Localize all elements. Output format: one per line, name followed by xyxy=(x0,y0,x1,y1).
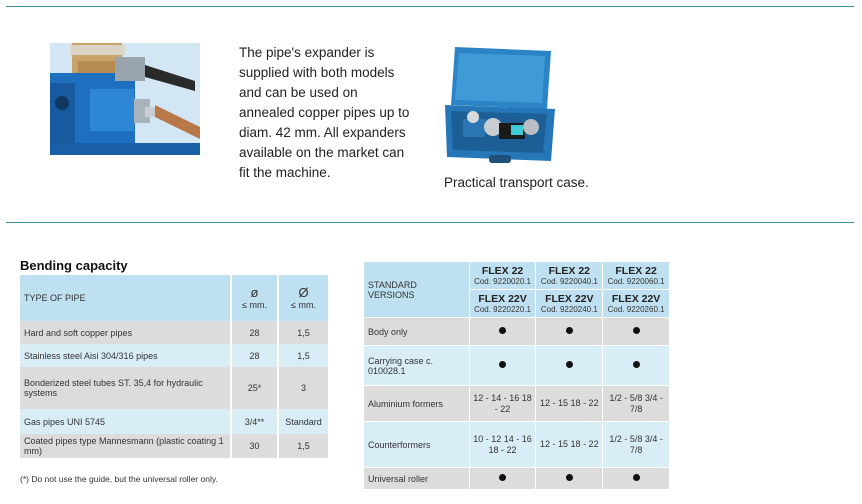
transport-case-photo xyxy=(443,43,557,169)
model-name: FLEX 22V xyxy=(611,292,661,305)
middle-divider xyxy=(6,222,854,223)
diameter-unit: ≤ mm. xyxy=(242,300,267,310)
included-dot-icon xyxy=(499,327,506,334)
model-code: Cod. 9220260.1 xyxy=(607,304,665,314)
value-cell: 10 - 12 14 - 16 18 - 22 xyxy=(469,422,536,468)
table-header-row xyxy=(20,275,328,321)
value-cell xyxy=(469,346,536,386)
diameter-cell: 28 xyxy=(231,321,278,344)
included-dot-icon xyxy=(499,361,506,368)
pipe-type-cell: Hard and soft copper pipes xyxy=(20,321,231,344)
thickness-cell: 3 xyxy=(278,367,328,409)
bending-capacity-table xyxy=(20,275,328,458)
expander-machine-photo xyxy=(50,43,200,155)
diameter-icon: ø xyxy=(250,285,259,300)
capacity-footnote: (*) Do not use the guide, but the universal roller only. xyxy=(20,474,218,484)
thickness-header xyxy=(278,275,328,321)
row-label: Counterformers xyxy=(364,422,470,468)
model-name: FLEX 22 xyxy=(481,264,524,277)
thickness-cell: 1,5 xyxy=(278,344,328,367)
row-label: Aluminium formers xyxy=(364,386,470,422)
included-dot-icon xyxy=(633,327,640,334)
row-label: Carrying case c. 010028.1 xyxy=(364,346,470,386)
included-dot-icon xyxy=(633,474,640,481)
diameter-cell: 3/4** xyxy=(231,409,278,434)
thickness-unit: ≤ mm. xyxy=(291,300,316,310)
table-row xyxy=(20,409,328,434)
table-row xyxy=(20,434,328,458)
model-cell xyxy=(603,262,670,290)
pipe-type-cell: Stainless steel Aisi 304/316 pipes xyxy=(20,344,231,367)
thickness-icon: Ø xyxy=(298,285,309,300)
pipe-type-cell: Coated pipes type Mannesmann (plastic coating 1 mm) xyxy=(20,434,231,458)
standard-versions-header: STANDARD VERSIONS xyxy=(364,262,470,318)
included-dot-icon xyxy=(566,361,573,368)
value-cell xyxy=(603,346,670,386)
pipe-type-cell: Bonderized steel tubes ST. 35,4 for hydraulic systems xyxy=(20,367,231,409)
diameter-cell: 28 xyxy=(231,344,278,367)
value-cell xyxy=(536,318,603,346)
pipe-type-cell: Gas pipes UNI 5745 xyxy=(20,409,231,434)
version-row xyxy=(364,422,670,468)
value-cell xyxy=(536,468,603,490)
value-cell xyxy=(536,346,603,386)
included-dot-icon xyxy=(566,474,573,481)
diameter-cell: 30 xyxy=(231,434,278,458)
value-cell xyxy=(469,468,536,490)
value-cell: 12 - 14 - 16 18 - 22 xyxy=(469,386,536,422)
diameter-header xyxy=(231,275,278,321)
model-name: FLEX 22V xyxy=(478,292,527,305)
bending-capacity-title: Bending capacity xyxy=(20,258,128,273)
model-name: FLEX 22 xyxy=(615,264,657,277)
included-dot-icon xyxy=(499,474,506,481)
model-code: Cod. 9220040.1 xyxy=(540,276,598,286)
version-row xyxy=(364,468,670,490)
table-row xyxy=(20,344,328,367)
model-cell xyxy=(536,262,603,290)
thickness-cell: 1,5 xyxy=(278,321,328,344)
standard-versions-table xyxy=(363,261,670,490)
transport-case-caption: Practical transport case. xyxy=(444,175,589,190)
included-dot-icon xyxy=(566,327,573,334)
value-cell: 1/2 - 5/8 3/4 - 7/8 xyxy=(603,386,670,422)
model-cell xyxy=(469,262,536,290)
model-name: FLEX 22 xyxy=(548,264,591,277)
model-cell xyxy=(469,290,536,318)
value-cell: 12 - 15 18 - 22 xyxy=(536,422,603,468)
expander-description: The pipe's expander is supplied with both models and can be used on annealed copper pipes up to diam. 42 mm. All expanders available on the market can fit the machine. xyxy=(239,45,410,180)
model-code: Cod. 9220240.1 xyxy=(540,304,598,314)
table-row xyxy=(20,367,328,409)
model-cell xyxy=(536,290,603,318)
diameter-cell: 25* xyxy=(231,367,278,409)
top-divider xyxy=(6,6,854,7)
value-cell xyxy=(603,318,670,346)
table-row xyxy=(20,321,328,344)
model-code: Cod. 9220020.1 xyxy=(474,276,531,286)
version-row xyxy=(364,346,670,386)
type-of-pipe-header: TYPE OF PIPE xyxy=(20,275,231,321)
version-row xyxy=(364,386,670,422)
value-cell: 12 - 15 18 - 22 xyxy=(536,386,603,422)
included-dot-icon xyxy=(633,361,640,368)
model-code: Cod. 9220060.1 xyxy=(607,276,665,286)
version-row xyxy=(364,318,670,346)
model-cell xyxy=(603,290,670,318)
thickness-cell: Standard xyxy=(278,409,328,434)
row-label: Body only xyxy=(364,318,470,346)
thickness-cell: 1,5 xyxy=(278,434,328,458)
value-cell xyxy=(469,318,536,346)
row-label: Universal roller xyxy=(364,468,470,490)
value-cell xyxy=(603,468,670,490)
model-code: Cod. 9220220.1 xyxy=(474,304,531,314)
value-cell: 1/2 - 5/8 3/4 - 7/8 xyxy=(603,422,670,468)
model-name: FLEX 22V xyxy=(545,292,594,305)
versions-header-row xyxy=(364,262,670,290)
